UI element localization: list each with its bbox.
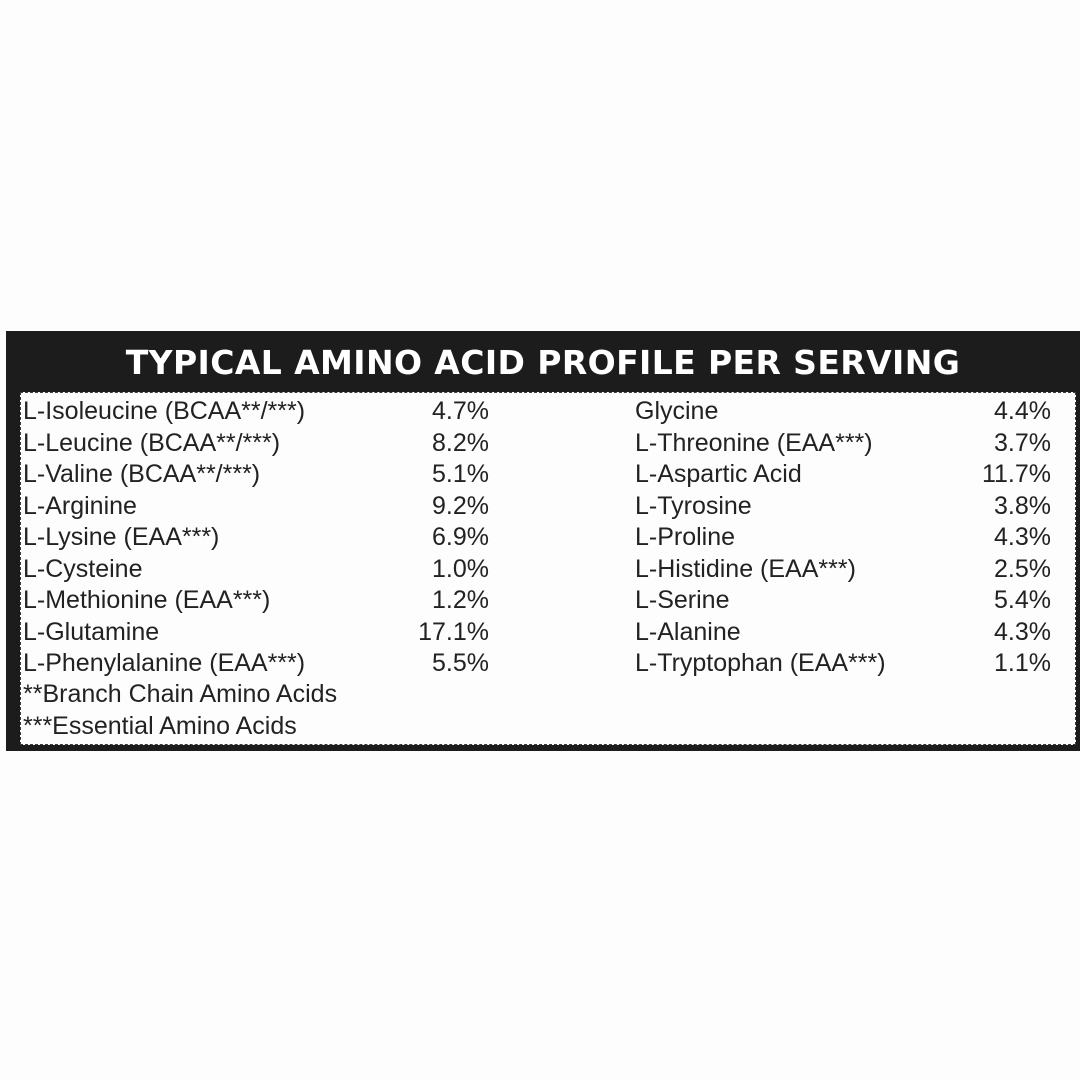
table-row xyxy=(23,648,489,680)
amino-acid-name: L-Methionine (EAA***) xyxy=(23,586,271,614)
amino-acid-name: L-Cysteine xyxy=(23,554,143,583)
amino-acid-name: L-Phenylalanine (EAA***) xyxy=(23,649,306,677)
amino-acid-name: L-Isoleucine (BCAA**/***) xyxy=(23,397,306,425)
amino-acid-percent: 4.3% xyxy=(994,617,1051,646)
amino-acid-percent: 5.1% xyxy=(432,460,489,488)
table-row xyxy=(23,491,489,523)
amino-acid-name: L-Aspartic Acid xyxy=(635,460,802,488)
amino-acid-name: L-Arginine xyxy=(23,491,137,520)
amino-acid-name: L-Tyrosine xyxy=(635,491,752,520)
amino-acid-percent: 4.3% xyxy=(994,523,1051,551)
table-row xyxy=(23,522,489,554)
table-row xyxy=(23,396,489,428)
table-row xyxy=(635,585,1051,617)
table-row xyxy=(635,396,1051,428)
footnote-bcaa: **Branch Chain Amino Acids xyxy=(23,680,338,708)
amino-acid-percent: 8.2% xyxy=(432,428,489,457)
table-row xyxy=(635,617,1051,649)
amino-acid-name: L-Serine xyxy=(635,586,730,614)
table-row xyxy=(635,491,1051,523)
table-row xyxy=(23,617,489,649)
amino-acid-percent: 3.7% xyxy=(994,428,1051,457)
amino-acid-profile-panel xyxy=(6,331,1080,751)
amino-acid-name: L-Tryptophan (EAA***) xyxy=(635,649,886,677)
table-row xyxy=(635,522,1051,554)
table-row xyxy=(635,428,1051,460)
table-row xyxy=(23,585,489,617)
table-row xyxy=(635,554,1051,586)
footnote-eaa: ***Essential Amino Acids xyxy=(23,711,297,740)
footnotes xyxy=(23,679,337,742)
amino-acid-percent: 2.5% xyxy=(994,554,1051,583)
table-row xyxy=(635,459,1051,491)
amino-acid-percent: 3.8% xyxy=(994,491,1051,520)
right-column xyxy=(635,396,1051,680)
amino-acid-table xyxy=(20,392,1076,745)
amino-acid-name: L-Lysine (EAA***) xyxy=(23,523,220,551)
amino-acid-percent: 9.2% xyxy=(432,491,489,520)
amino-acid-percent: 1.1% xyxy=(994,649,1051,677)
amino-acid-name: L-Valine (BCAA**/***) xyxy=(23,460,261,488)
amino-acid-name: Glycine xyxy=(635,397,719,425)
amino-acid-percent: 5.5% xyxy=(432,649,489,677)
amino-acid-percent: 5.4% xyxy=(994,586,1051,614)
amino-acid-name: L-Glutamine xyxy=(23,617,160,646)
table-row xyxy=(23,428,489,460)
amino-acid-percent: 4.7% xyxy=(432,397,489,425)
amino-acid-percent: 4.4% xyxy=(994,397,1051,425)
amino-acid-name: L-Threonine (EAA***) xyxy=(635,428,873,457)
amino-acid-name: L-Alanine xyxy=(635,617,741,646)
amino-acid-percent: 1.2% xyxy=(432,586,489,614)
table-row xyxy=(635,648,1051,680)
table-row xyxy=(23,554,489,586)
left-column xyxy=(23,396,489,680)
amino-acid-name: L-Leucine (BCAA**/***) xyxy=(23,428,281,457)
amino-acid-percent: 11.7% xyxy=(981,460,1051,488)
amino-acid-name: L-Histidine (EAA***) xyxy=(635,554,856,583)
amino-acid-percent: 1.0% xyxy=(432,554,489,583)
panel-title: TYPICAL AMINO ACID PROFILE PER SERVING xyxy=(125,343,961,382)
amino-acid-percent: 6.9% xyxy=(432,523,489,551)
amino-acid-percent: 17.1% xyxy=(418,617,489,646)
table-row xyxy=(23,459,489,491)
amino-acid-name: L-Proline xyxy=(635,523,736,551)
